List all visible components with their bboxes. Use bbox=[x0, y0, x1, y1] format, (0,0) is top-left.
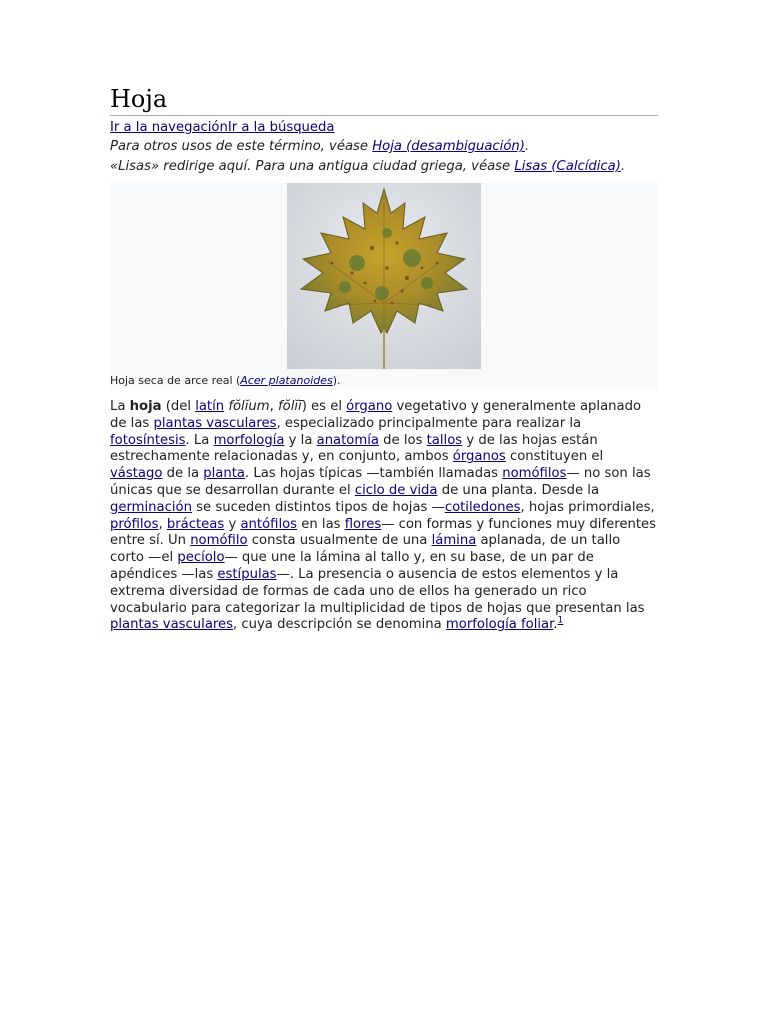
text: —. La presencia o ausencia de estos elementos y la extrema diversidad de formas de cada uno de ellos ha generado un rico vocabulario para categorizar la multiplicidad de tipos de hojas que presentan las bbox=[110, 566, 645, 616]
link-organo[interactable]: órgano bbox=[346, 399, 393, 414]
hatnote-disambiguation bbox=[110, 138, 658, 155]
hatnote-text: . bbox=[524, 139, 530, 154]
jump-to-search-link[interactable]: Ir a la búsqueda bbox=[227, 120, 335, 135]
link-planta[interactable]: planta bbox=[203, 466, 245, 482]
term-bold: hoja bbox=[129, 399, 162, 414]
text: , cuya descripción se denomina bbox=[233, 617, 446, 633]
link-cotiledones[interactable]: cotiledones bbox=[444, 499, 521, 515]
caption-text: Hoja seca de arce real ( bbox=[110, 374, 241, 387]
text: . bbox=[553, 617, 558, 633]
leaf-image[interactable] bbox=[287, 183, 481, 369]
maple-leaf-picture bbox=[287, 183, 481, 369]
hatnote-text: Para otros usos de este término, véase bbox=[110, 139, 373, 154]
link-plantas-vasculares[interactable]: plantas vasculares bbox=[153, 415, 277, 431]
text: constituyen el bbox=[505, 449, 604, 465]
text: aplanada, de un tallo corto —el bbox=[110, 533, 621, 566]
hatnote-redirect bbox=[110, 158, 658, 175]
text: (del bbox=[161, 399, 196, 414]
text: — no son las únicas que se desarrollan durante el bbox=[110, 466, 651, 498]
text: , hojas primordiales, bbox=[520, 499, 655, 515]
text: se suceden distintos tipos de hojas — bbox=[191, 499, 445, 515]
link-nomofilos[interactable]: nomófilos bbox=[502, 466, 567, 482]
link-latin[interactable]: latín bbox=[195, 399, 225, 414]
text: — que une la lámina al tallo y, en su base, de un par de apéndices —las bbox=[110, 550, 594, 582]
link-nomofilo[interactable]: nomófilo bbox=[190, 533, 248, 549]
thumbnail-figure bbox=[110, 183, 658, 389]
article bbox=[110, 84, 658, 634]
text: consta usualmente de una bbox=[247, 533, 432, 549]
text: . Las hojas típicas —también llamadas bbox=[245, 466, 503, 482]
figure-caption bbox=[110, 374, 341, 388]
text: . La bbox=[185, 432, 214, 448]
link-fotosintesis[interactable]: fotosíntesis bbox=[110, 432, 186, 448]
text: y de las hojas están estrechamente relacionadas y, en conjunto, ambos bbox=[110, 432, 598, 465]
page-title: Hoja bbox=[110, 84, 658, 116]
lisas-calcidica-link[interactable]: Lisas (Calcídica) bbox=[514, 159, 621, 174]
link-lamina[interactable]: lámina bbox=[431, 533, 477, 549]
jump-to-navigation-link[interactable]: Ir a la navegación bbox=[110, 120, 228, 135]
jump-links bbox=[110, 119, 658, 136]
text: de la bbox=[162, 466, 204, 482]
hatnote-text: . bbox=[620, 159, 626, 174]
text: de los bbox=[378, 432, 427, 448]
link-tallos[interactable]: tallos bbox=[426, 432, 463, 448]
link-estipulas[interactable]: estípulas bbox=[217, 566, 277, 582]
link-profilos[interactable]: prófilos bbox=[110, 516, 159, 532]
link-flores[interactable]: flores bbox=[344, 516, 382, 532]
link-morfologia[interactable]: morfología bbox=[213, 432, 285, 448]
link-organos[interactable]: órganos bbox=[452, 449, 506, 465]
text: , bbox=[158, 516, 167, 532]
text: ) es el bbox=[301, 399, 347, 414]
link-bracteas[interactable]: brácteas bbox=[166, 516, 225, 532]
hatnote-text: «Lisas» redirige aquí. Para una antigua ciudad griega, véase bbox=[110, 159, 515, 174]
link-germinacion[interactable]: germinación bbox=[110, 499, 192, 515]
acer-platanoides-link[interactable]: Acer platanoides bbox=[240, 374, 333, 387]
text: vegetativo y generalmente aplanado de las bbox=[110, 399, 642, 431]
text: — con formas y funciones muy diferentes entre sí. Un bbox=[110, 516, 656, 549]
text: La bbox=[110, 399, 130, 414]
text: y bbox=[224, 516, 241, 532]
link-antofilos[interactable]: antófilos bbox=[240, 516, 298, 532]
text: , bbox=[269, 399, 278, 414]
link-anatomia[interactable]: anatomía bbox=[316, 432, 379, 448]
link-ciclo-de-vida[interactable]: ciclo de vida bbox=[354, 482, 438, 498]
link-morfologia-foliar[interactable]: morfología foliar bbox=[445, 617, 554, 633]
text: y la bbox=[284, 432, 317, 448]
latin-word: fŏlĭī bbox=[277, 399, 302, 414]
link-vastago[interactable]: vástago bbox=[110, 466, 163, 482]
link-peciolo[interactable]: pecíolo bbox=[177, 550, 225, 566]
latin-word: fŏlĭum bbox=[228, 399, 270, 414]
text: en las bbox=[297, 516, 345, 532]
caption-text: ). bbox=[332, 374, 341, 387]
disambiguation-link[interactable]: Hoja (desambiguación) bbox=[372, 139, 525, 154]
text: de una planta. Desde la bbox=[437, 482, 600, 498]
intro-paragraph bbox=[110, 399, 658, 634]
text: , especializado principalmente para realizar la bbox=[276, 415, 582, 431]
reference-1-link[interactable]: 1 bbox=[557, 615, 564, 626]
link-plantas-vasculares-2[interactable]: plantas vasculares bbox=[110, 617, 234, 633]
